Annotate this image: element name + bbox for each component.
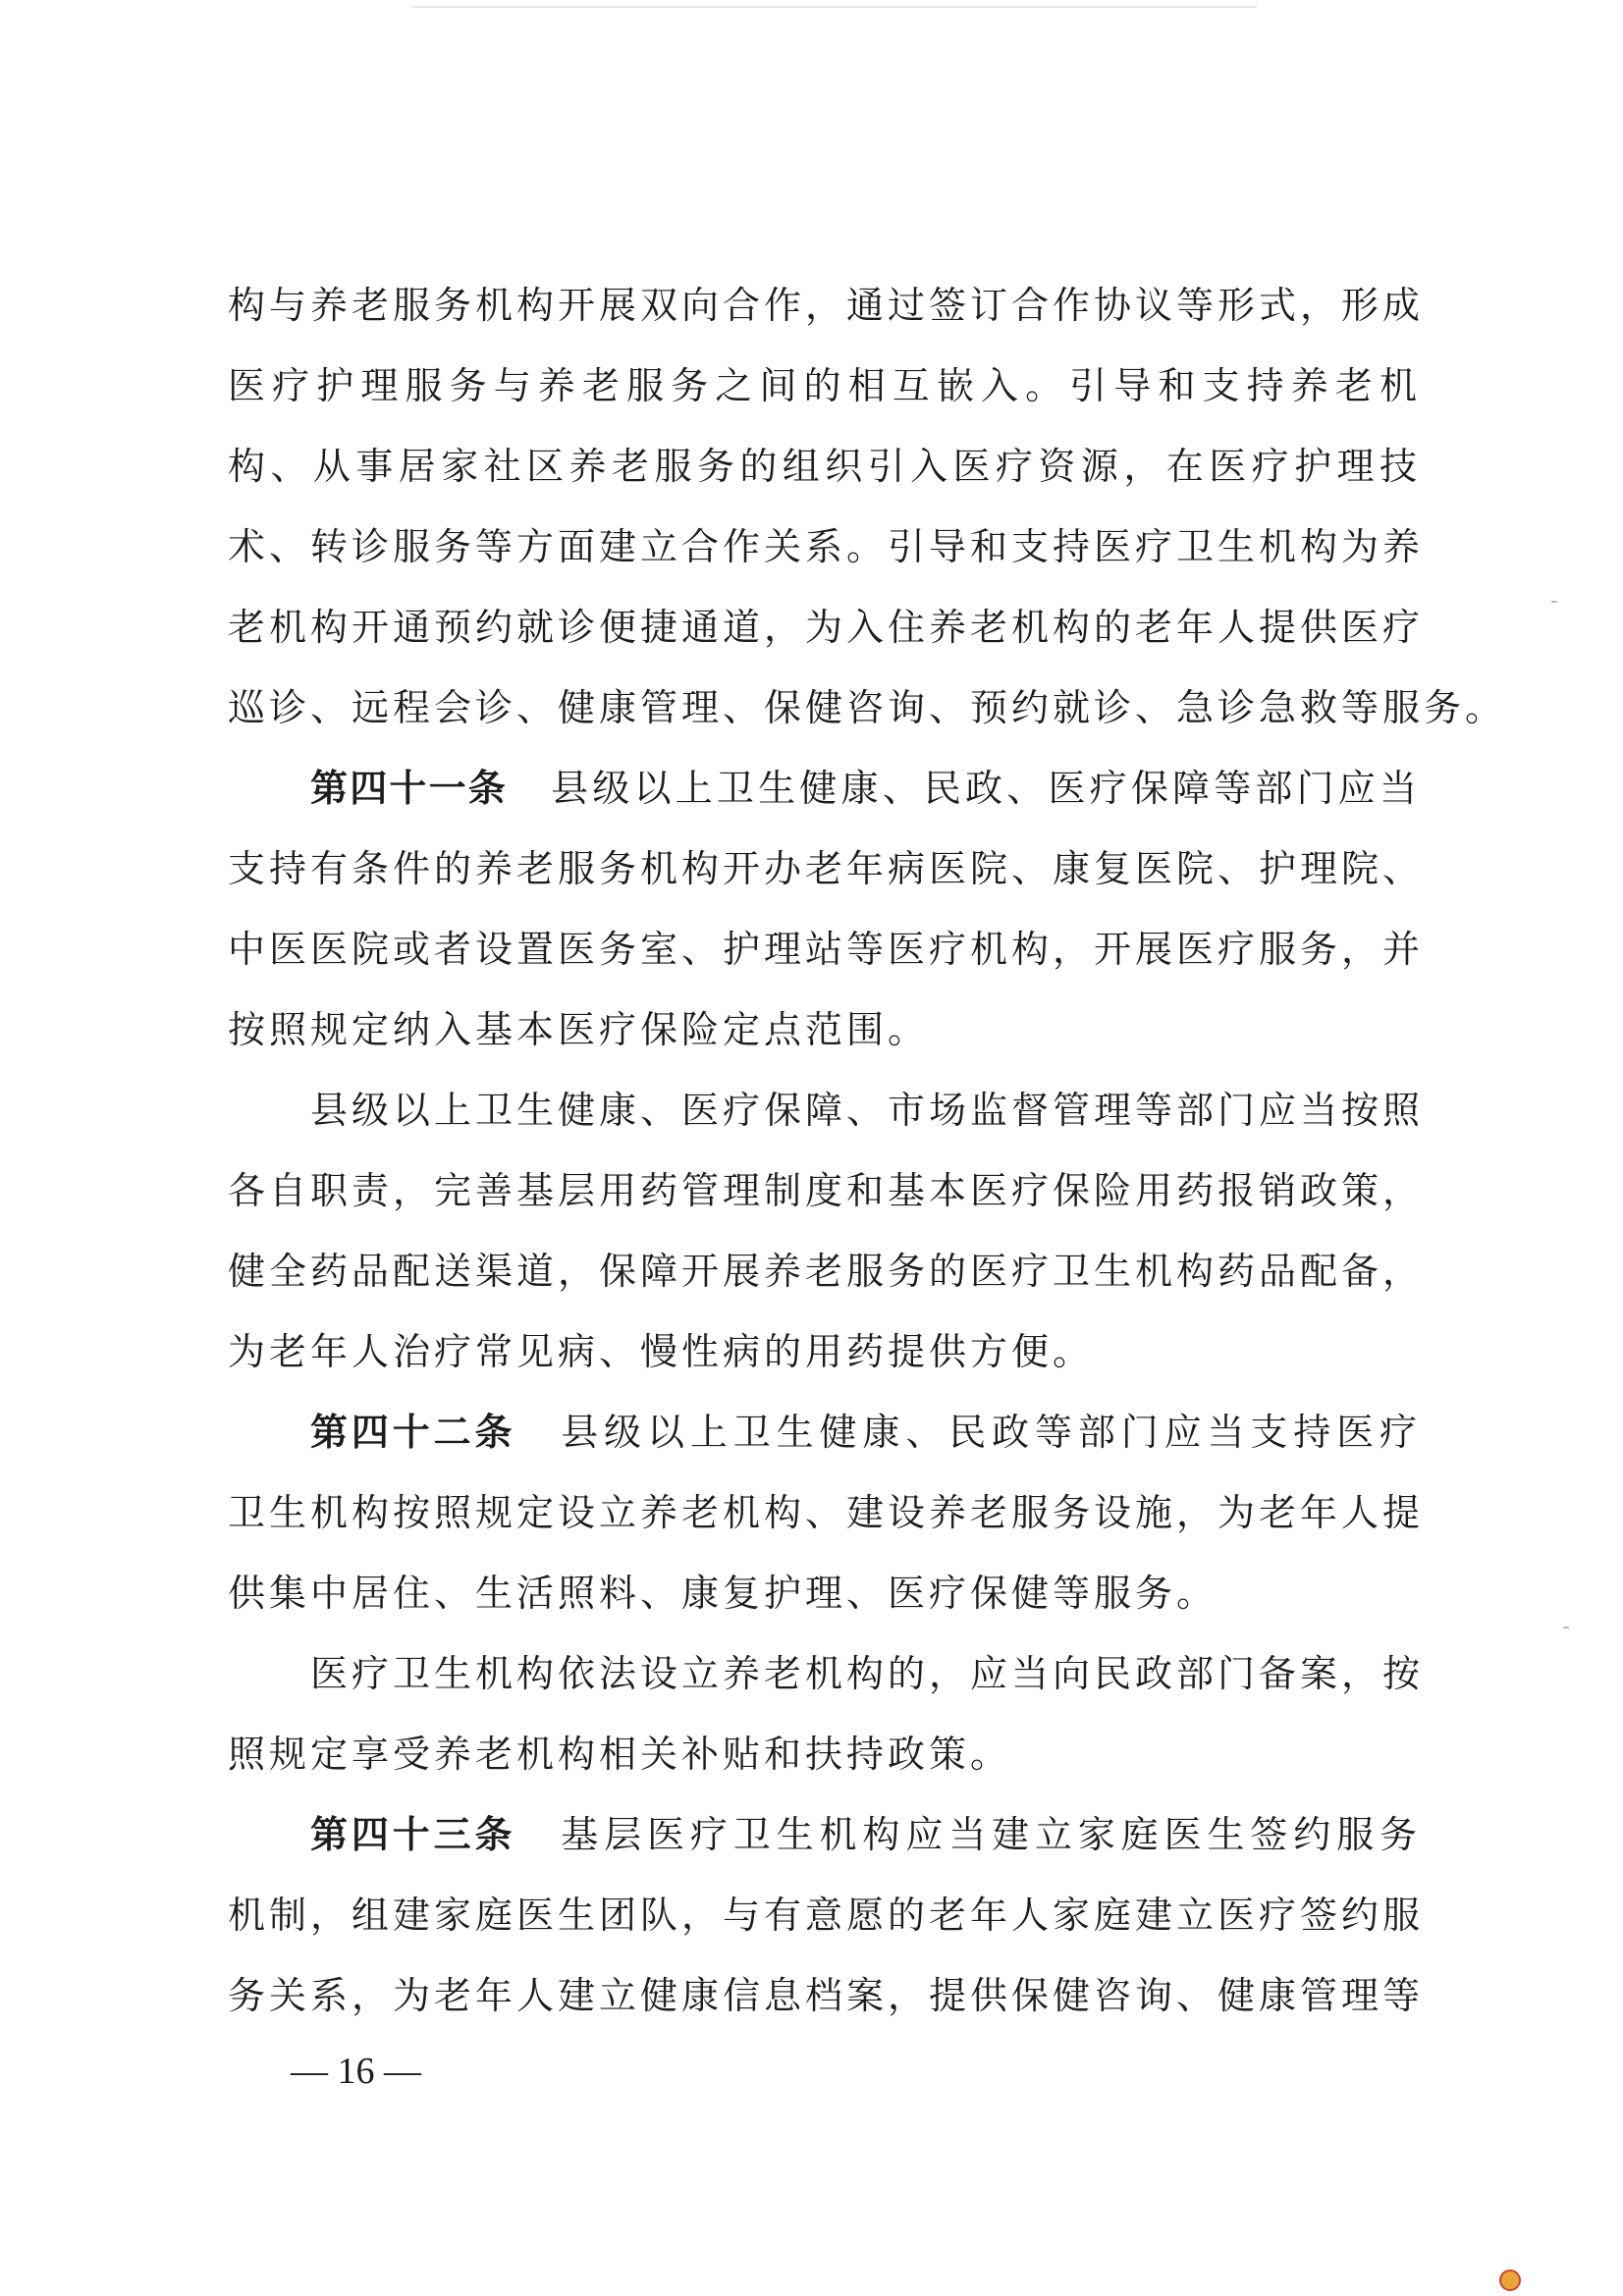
text-line [228, 1311, 1421, 1392]
article-42-first-line [228, 1392, 1421, 1472]
article-43-first-line [228, 1794, 1421, 1875]
text-line [228, 1070, 1425, 1150]
text-line [228, 426, 1421, 507]
scan-margin-mark [1551, 601, 1557, 603]
line-text: 医疗护理服务与养老服务之间的相互嵌入。引导和支持养老机 [228, 364, 1421, 407]
text-line [228, 989, 1421, 1070]
text-line [228, 1875, 1425, 1955]
text-line [228, 1231, 1425, 1311]
text-line [228, 1553, 1421, 1633]
line-text: 医疗卫生机构依法设立养老机构的，应当向民政部门备案，按 [310, 1652, 1425, 1695]
line-text: 卫生机构按照规定设立养老机构、建设养老服务设施，为老年人提 [228, 1491, 1425, 1534]
line-text: 中医医院或者设置医务室、护理站等医疗机构，开展医疗服务，并 [228, 928, 1425, 971]
line-text: 县级以上卫生健康、民政、医疗保障等部门应当 [550, 767, 1421, 810]
line-text: 基层医疗卫生机构应当建立家庭医生签约服务 [559, 1813, 1421, 1856]
line-text: 供集中居住、生活照料、康复护理、医疗保健等服务。 [228, 1572, 1218, 1615]
text-line [228, 909, 1425, 989]
article-label: 第四十一条 [310, 767, 508, 810]
line-text: 机制，组建家庭医生团队，与有意愿的老年人家庭建立医疗签约服 [228, 1894, 1425, 1937]
text-line [228, 587, 1425, 667]
line-text: 老机构开通预约就诊便捷通道，为入住养老机构的老年人提供医疗 [228, 606, 1425, 649]
line-text: 构、从事居家社区养老服务的组织引入医疗资源，在医疗护理技 [228, 445, 1421, 488]
line-text: 巡诊、远程会诊、健康管理、保健咨询、预约就诊、急诊急救等服务。 [228, 686, 1507, 729]
text-line [228, 828, 1425, 909]
line-text: 构与养老服务机构开展双向合作，通过签订合作协议等形式，形成 [228, 284, 1425, 327]
text-line [228, 346, 1421, 426]
page-number: — 16 — [291, 2051, 421, 2092]
article-label: 第四十二条 [310, 1411, 516, 1454]
text-line [228, 1714, 1421, 1794]
text-line [228, 1633, 1425, 1714]
line-text: 健全药品配送渠道，保障开展养老服务的医疗卫生机构药品配备， [228, 1250, 1425, 1293]
text-line [228, 1955, 1425, 2036]
line-text: 术、转诊服务等方面建立合作关系。引导和支持医疗卫生机构为养 [228, 525, 1425, 568]
seal-icon [1499, 2269, 1521, 2291]
text-line [228, 507, 1425, 587]
scan-edge-line [412, 6, 1257, 8]
text-line [228, 667, 1507, 748]
line-text: 县级以上卫生健康、民政等部门应当支持医疗 [559, 1411, 1421, 1454]
line-text: 县级以上卫生健康、医疗保障、市场监督管理等部门应当按照 [310, 1089, 1425, 1132]
line-text: 各自职责，完善基层用药管理制度和基本医疗保险用药报销政策， [228, 1169, 1425, 1212]
body-text [228, 265, 1507, 2036]
line-text: 为老年人治疗常见病、慢性病的用药提供方便。 [228, 1330, 1095, 1373]
text-line [228, 1150, 1425, 1231]
text-line [228, 1472, 1425, 1553]
line-text: 务关系，为老年人建立健康信息档案，提供保健咨询、健康管理等 [228, 1974, 1425, 2017]
article-label: 第四十三条 [310, 1813, 516, 1856]
text-line [228, 265, 1425, 346]
line-text: 支持有条件的养老服务机构开办老年病医院、康复医院、护理院、 [228, 847, 1425, 890]
line-text: 照规定享受养老机构相关补贴和扶持政策。 [228, 1733, 1012, 1776]
line-text: 按照规定纳入基本医疗保险定点范围。 [228, 1008, 930, 1051]
article-41-first-line [228, 748, 1421, 828]
scan-margin-mark [1563, 1627, 1569, 1629]
